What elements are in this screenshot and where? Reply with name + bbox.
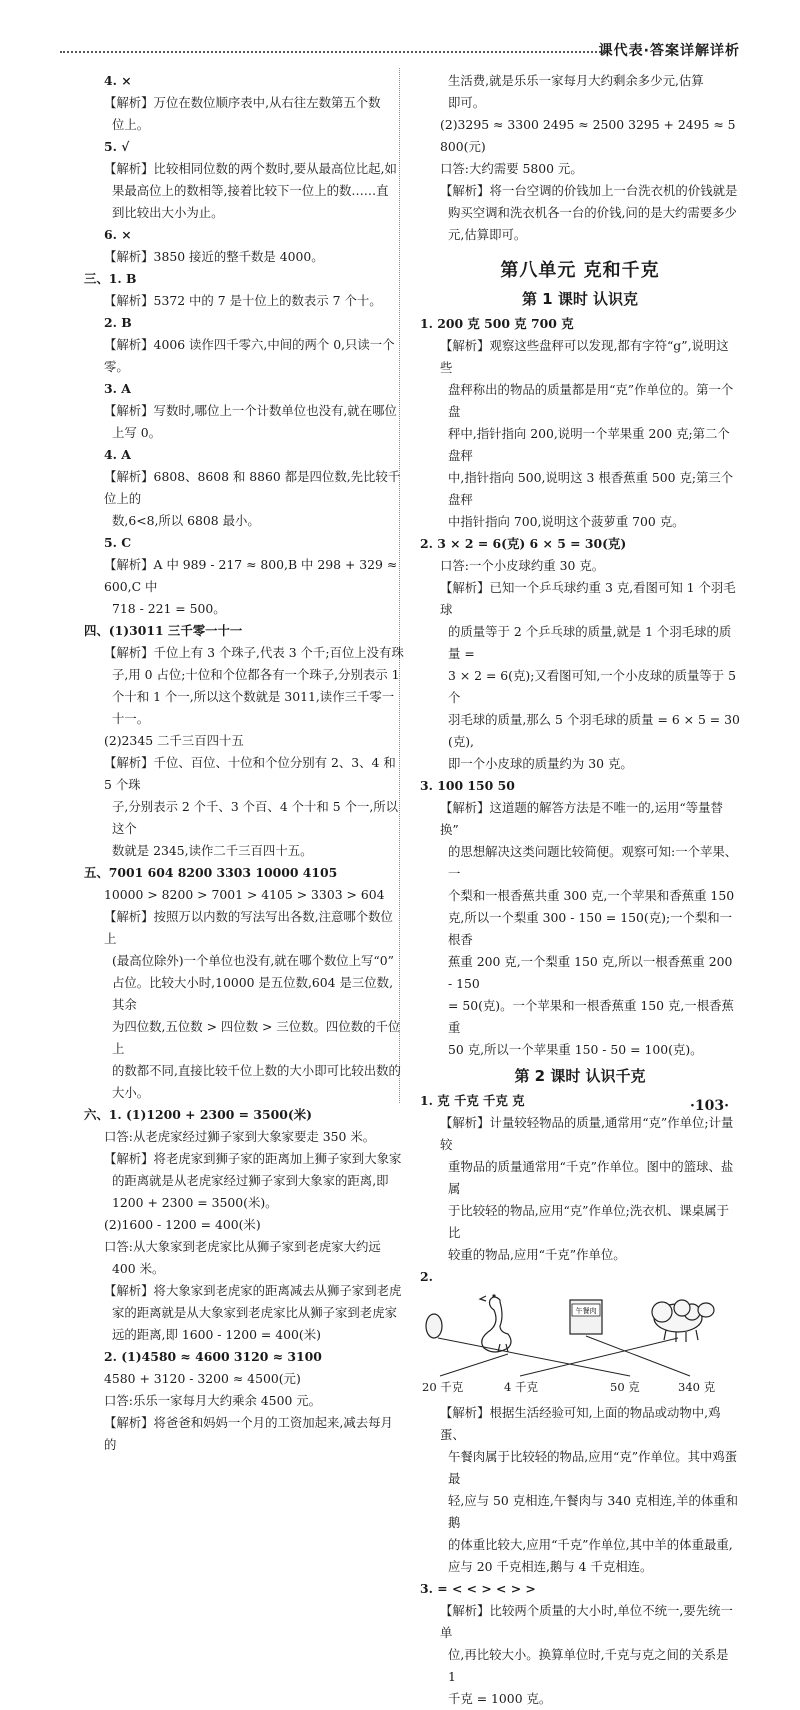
text-line: 即可。 bbox=[448, 95, 486, 110]
lesson2-title: 第 2 课时 认识千克 bbox=[514, 1067, 646, 1085]
text-line: 口答:一个小皮球约重 30 克。 bbox=[440, 558, 605, 573]
text-line: 3 × 2 = 6(克);又看图可知,一个小皮球的质量等于 5 个 bbox=[448, 668, 737, 705]
text-line: (2)2345 二千三百四十五 bbox=[104, 733, 244, 748]
text-line: 【解析】写数时,哪位上一个计数单位也没有,就在哪位 bbox=[104, 403, 397, 418]
text-line: 【解析】观察这些盘秤可以发现,都有字符“g”,说明这些 bbox=[440, 338, 729, 375]
text-line: 1200 + 2300 = 3500(米)。 bbox=[112, 1195, 278, 1210]
text-line: 1. 200 克 500 克 700 克 bbox=[420, 316, 574, 331]
right-column bbox=[420, 70, 740, 1710]
text-line: 远的距离,即 1600 - 1200 = 400(米) bbox=[112, 1327, 321, 1342]
text-line: 【解析】将老虎家到狮子家的距离加上狮子家到大象家 bbox=[104, 1151, 402, 1166]
text-line: 即一个小皮球的质量约为 30 克。 bbox=[448, 756, 633, 771]
text-line: 羽毛球的质量,那么 5 个羽毛球的质量 = 6 × 5 = 30(克), bbox=[448, 712, 740, 749]
text-line: 【解析】计量较轻物品的质量,通常用“克”作单位;计量较 bbox=[440, 1115, 734, 1152]
luncheon-meat-icon bbox=[570, 1300, 602, 1334]
text-line: 生活费,就是乐乐一家每月大约剩余多少元,估算 bbox=[448, 73, 704, 88]
text-line: 4580 + 3120 - 3200 ≈ 4500(元) bbox=[104, 1371, 301, 1386]
text-line: 【解析】这道题的解答方法是不唯一的,运用“等量替换” bbox=[440, 800, 723, 837]
text-line: 占位。比较大小时,10000 是五位数,604 是三位数,其余 bbox=[112, 975, 394, 1012]
matching-diagram-art bbox=[420, 1290, 740, 1380]
lesson2-after-lines bbox=[420, 1402, 740, 1710]
text-line: 【解析】根据生活经验可知,上面的物品或动物中,鸡蛋、 bbox=[440, 1405, 721, 1442]
text-line: 【解析】比较相同位数的两个数时,要从最高位比起,如 bbox=[104, 161, 397, 176]
text-line: 中,指针指向 500,说明这 3 根香蕉重 500 克;第三个盘秤 bbox=[448, 470, 734, 507]
goose-icon bbox=[480, 1295, 511, 1352]
text-line: 的思想解决这类问题比较简便。观察可知:一个苹果、一 bbox=[448, 844, 738, 881]
text-line: = 50(克)。一个苹果和一根香蕉重 150 克,一根香蕉重 bbox=[448, 998, 734, 1035]
header-dotted-rule bbox=[60, 51, 605, 53]
left-answer-lines bbox=[84, 70, 404, 1456]
text-line: 秤中,指针指向 200,说明一个苹果重 200 克;第二个盘秤 bbox=[448, 426, 730, 463]
text-line: 3. 100 150 50 bbox=[420, 778, 515, 793]
text-line: 【解析】4006 读作四千零六,中间的两个 0,只读一个零。 bbox=[104, 337, 395, 374]
text-line: 口答:乐乐一家每月大约乘余 4500 元。 bbox=[104, 1393, 322, 1408]
text-line: 3. A bbox=[104, 381, 131, 396]
text-line: 四、(1)3011 三千零一十一 bbox=[84, 623, 243, 638]
line-egg-50g bbox=[438, 1338, 630, 1376]
header-title: 课代表·答案详解详析 bbox=[598, 43, 740, 59]
text-line: 50 克,所以一个苹果重 150 - 50 = 100(克)。 bbox=[448, 1042, 703, 1057]
text-line: 家的距离就是从大象家到老虎家比从狮子家到老虎家 bbox=[112, 1305, 397, 1320]
text-line: 五、7001 604 8200 3303 10000 4105 bbox=[84, 865, 338, 880]
text-line: 【解析】千位、百位、十位和个位分别有 2、3、4 和 5 个珠 bbox=[104, 755, 396, 792]
text-line: 数,6<8,所以 6808 最小。 bbox=[112, 513, 260, 528]
text-line: 的距离就是从老虎家经过狮子家到大象家的距离,即 bbox=[112, 1173, 389, 1188]
text-line: 【解析】A 中 989 - 217 ≈ 800,B 中 298 + 329 ≈ 600,C 中 bbox=[104, 557, 398, 594]
text-line: 的数都不同,直接比较千位上数的大小即可比较出数的 bbox=[112, 1063, 401, 1078]
unit-title: 第八单元 克和千克 bbox=[500, 260, 660, 281]
line-goose-4kg bbox=[440, 1354, 508, 1376]
text-line: 5. √ bbox=[104, 139, 130, 154]
text-line: 购买空调和洗衣机各一台的价钱,问的是大约需要多少 bbox=[448, 205, 737, 220]
text-line: 大小。 bbox=[112, 1085, 150, 1100]
text-line: 位上。 bbox=[112, 117, 150, 132]
text-line: (2)3295 ≈ 3300 2495 ≈ 2500 3295 + 2495 ≈ 5800(元) bbox=[440, 117, 736, 154]
text-line: 【解析】5372 中的 7 是十位上的数表示 7 个十。 bbox=[104, 293, 382, 308]
text-line: 数就是 2345,读作二千三百四十五。 bbox=[112, 843, 313, 858]
text-line: 6. × bbox=[104, 227, 132, 242]
text-line: (2)1600 - 1200 = 400(米) bbox=[104, 1217, 261, 1232]
matching-diagram bbox=[420, 1290, 740, 1398]
text-line: 2. B bbox=[104, 315, 132, 330]
label-20kg: 20 千克 bbox=[422, 1380, 464, 1394]
text-line: 718 - 221 = 500。 bbox=[112, 601, 226, 616]
text-line: (最高位除外)一个单位也没有,就在哪个数位上写“0” bbox=[112, 953, 394, 968]
text-line: 上写 0。 bbox=[112, 425, 161, 440]
text-line: 【解析】按照万以内数的写法写出各数,注意哪个数位上 bbox=[104, 909, 393, 946]
text-line: 【解析】将大象家到老虎家的距离减去从狮子家到老虎 bbox=[104, 1283, 402, 1298]
text-line: 【解析】3850 接近的整千数是 4000。 bbox=[104, 249, 324, 264]
label-50g: 50 克 bbox=[610, 1380, 640, 1394]
text-line: 2. bbox=[420, 1269, 433, 1284]
right-top-lines bbox=[420, 70, 740, 246]
text-line: 【解析】将一台空调的价钱加上一台洗衣机的价钱就是 bbox=[440, 183, 738, 198]
text-line: 子,分别表示 2 个千、3 个百、4 个十和 5 个一,所以这个 bbox=[112, 799, 399, 836]
text-line: 三、1. B bbox=[84, 271, 137, 286]
text-line: 千克 = 1000 克。 bbox=[448, 1691, 552, 1706]
text-line: 【解析】万位在数位顺序表中,从右往左数第五个数 bbox=[104, 95, 381, 110]
text-line: 1. 克 千克 千克 克 bbox=[420, 1093, 525, 1108]
text-line: 的质量等于 2 个乒乓球的质量,就是 1 个羽毛球的质量 = bbox=[448, 624, 732, 661]
text-line: 【解析】千位上有 3 个珠子,代表 3 个千;百位上没有珠 bbox=[104, 645, 404, 660]
text-line: 为四位数,五位数 > 四位数 > 三位数。四位数的千位上 bbox=[112, 1019, 401, 1056]
text-line: 3. = < < > < > > bbox=[420, 1581, 536, 1596]
text-line: 子,用 0 占位;十位和个位都各有一个珠子,分别表示 1 bbox=[112, 667, 400, 682]
lesson2-lines bbox=[420, 1090, 740, 1288]
text-line: 10000 > 8200 > 7001 > 4105 > 3303 > 604 bbox=[104, 887, 385, 902]
text-line: 口答:从老虎家经过狮子家到大象家要走 350 米。 bbox=[104, 1129, 376, 1144]
text-line: 重物品的质量通常用“千克”作单位。图中的篮球、盐属 bbox=[448, 1159, 734, 1196]
text-line: 【解析】已知一个乒乓球约重 3 克,看图可知 1 个羽毛球 bbox=[440, 580, 736, 617]
text-line: 2. 3 × 2 = 6(克) 6 × 5 = 30(克) bbox=[420, 536, 627, 551]
sheep-icon bbox=[652, 1300, 714, 1342]
text-line: 六、1. (1)1200 + 2300 = 3500(米) bbox=[84, 1107, 312, 1122]
text-line: 5. C bbox=[104, 535, 132, 550]
text-line: 【解析】将爸爸和妈妈一个月的工资加起来,减去每月的 bbox=[104, 1415, 393, 1452]
text-line: 个十和 1 个一,所以这个数就是 3011,读作三千零一 bbox=[112, 689, 395, 704]
page-header bbox=[60, 40, 740, 62]
text-line: 的体重比较大,应用“千克”作单位,其中羊的体重最重, bbox=[448, 1537, 733, 1552]
egg-icon bbox=[426, 1314, 442, 1338]
text-line: 2. (1)4580 ≈ 4600 3120 ≈ 3100 bbox=[104, 1349, 322, 1364]
text-line: 轻,应与 50 克相连,午餐肉与 340 克相连,羊的体重和鹅 bbox=[448, 1493, 739, 1530]
text-line: 十一。 bbox=[112, 711, 150, 726]
text-line: 【解析】比较两个质量的大小时,单位不统一,要先统一单 bbox=[440, 1603, 733, 1640]
text-line: 口答:大约需要 5800 元。 bbox=[440, 161, 583, 176]
text-line: 较重的物品,应用“千克”作单位。 bbox=[448, 1247, 626, 1262]
text-line: 400 米。 bbox=[112, 1261, 165, 1276]
text-line: 克,所以一个梨重 300 - 150 = 150(克);一个梨和一根香 bbox=[448, 910, 733, 947]
text-line: 果最高位上的数相等,接着比较下一位上的数……直 bbox=[112, 183, 389, 198]
text-line: 中指针指向 700,说明这个菠萝重 700 克。 bbox=[448, 514, 685, 529]
page-number: ·103· bbox=[690, 1098, 729, 1114]
text-line: 蕉重 200 克,一个梨重 150 克,所以一根香蕉重 200 - 150 bbox=[448, 954, 733, 991]
label-340g: 340 克 bbox=[678, 1380, 716, 1394]
text-line: 盘秤称出的物品的质量都是用“克”作单位的。第一个盘 bbox=[448, 382, 734, 419]
text-line: 于比较轻的物品,应用“克”作单位;洗衣机、课桌属于比 bbox=[448, 1203, 729, 1240]
lesson1-title: 第 1 课时 认识克 bbox=[521, 290, 639, 308]
lesson1-lines bbox=[420, 313, 740, 1061]
text-line: 口答:从大象家到老虎家比从狮子家到老虎家大约远 bbox=[104, 1239, 381, 1254]
label-4kg: 4 千克 bbox=[504, 1380, 538, 1394]
text-line: 到比较出大小为止。 bbox=[112, 205, 224, 220]
text-line: 4. × bbox=[104, 73, 132, 88]
text-line: 元,估算即可。 bbox=[448, 227, 527, 242]
text-line: 位,再比较大小。换算单位时,千克与克之间的关系是 1 bbox=[448, 1647, 729, 1684]
text-line: 4. A bbox=[104, 447, 131, 462]
text-line: 应与 20 千克相连,鹅与 4 千克相连。 bbox=[448, 1559, 653, 1574]
text-line: 午餐肉属于比较轻的物品,应用“克”作单位。其中鸡蛋最 bbox=[448, 1449, 738, 1486]
luncheon-meat-package-text: 午餐肉 bbox=[575, 1307, 597, 1315]
text-line: 个梨和一根香蕉共重 300 克,一个苹果和香蕉重 150 bbox=[448, 888, 735, 903]
text-line: 【解析】6808、8608 和 8860 都是四位数,先比较千位上的 bbox=[104, 469, 401, 506]
left-column bbox=[84, 70, 404, 1456]
